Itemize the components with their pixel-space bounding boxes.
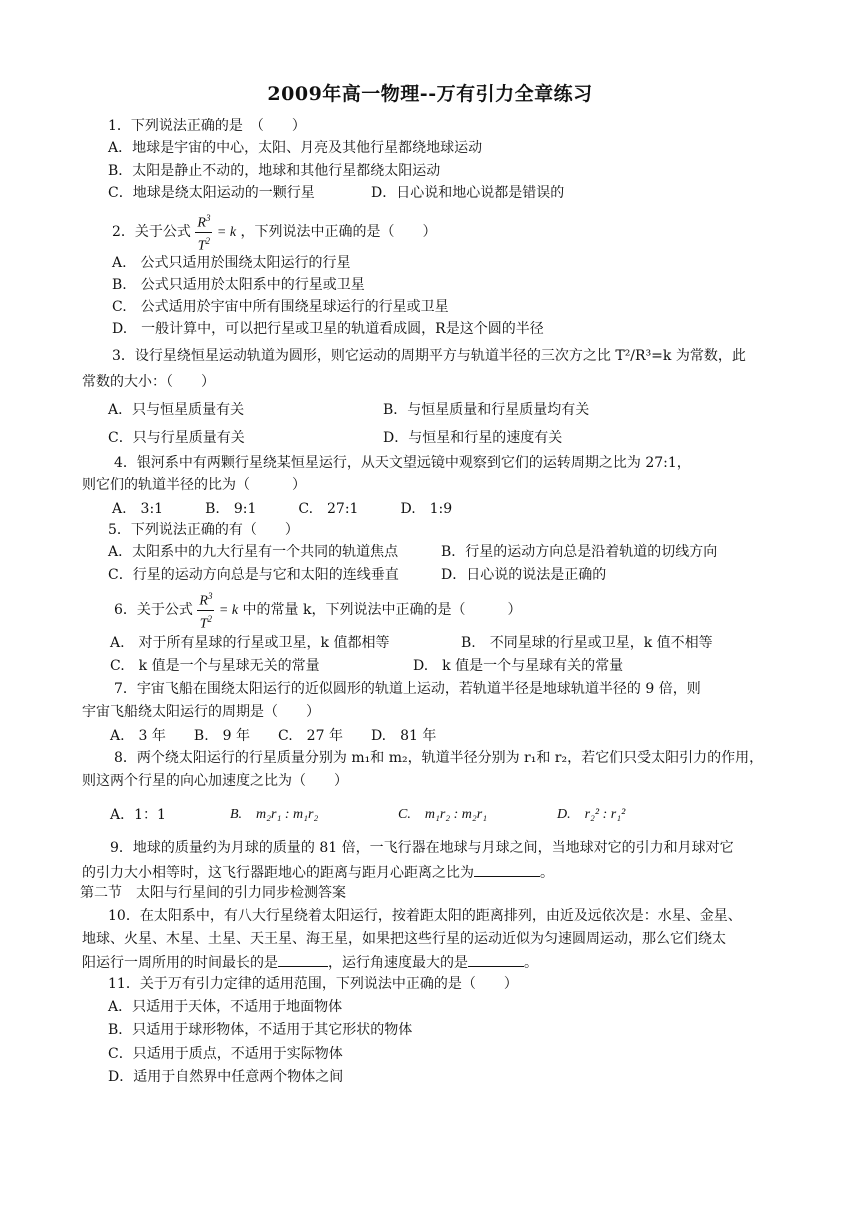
q3-option-d: D．与恒星和行星的速度有关 <box>383 430 563 446</box>
q8-stem-line1: 8．两个绕太阳运行的行星质量分别为 m₁和 m₂，轨道半径分别为 r₁和 r₂，若它们只受太阳引力的作用， <box>114 750 764 766</box>
q6-formula-fraction: $\frac{R^3}{T^2}$ <box>197 588 214 632</box>
q4-stem-line2: 则它们的轨道半径的比为（ ） <box>82 477 306 493</box>
q3-option-c: C．只与行星质量有关 <box>108 430 245 446</box>
q8-stem-line2: 则这两个行星的向心加速度之比为（ ） <box>82 773 348 789</box>
q10-stem-line3: 阳运行一周所用的时间最长的是 ，运行角速度最大的是 。 <box>82 952 538 972</box>
q11-option-b: B．只适用于球形物体，不适用于其它形状的物体 <box>108 1022 413 1038</box>
q10-stem-line1: 10．在太阳系中，有八大行星绕着太阳运行，按着距太阳的距离排列，由近及远依次是：水星、金星、 <box>108 908 742 924</box>
q6-option-c: C. k 值是一个与星球无关的常量 <box>110 658 320 674</box>
q11-stem: 11．关于万有引力定律的适用范围，下列说法中正确的是（ ） <box>108 976 518 992</box>
q3-option-b: B．与恒星质量和行星质量均有关 <box>383 402 590 418</box>
q1-option-a: A．地球是宇宙的中心，太阳、月亮及其他行星都绕地球运动 <box>108 140 483 156</box>
q11-option-d: D．适用于自然界中任意两个物体之间 <box>108 1069 344 1085</box>
q6-option-a: A. 对于所有星球的行星或卫星，k 值都相等 <box>110 635 390 651</box>
q10-stem-line2: 地球、火星、木星、土星、天王星、海王星，如果把这些行星的运动近似为匀速圆周运动，那么它们绕太 <box>82 931 726 947</box>
document-title: 2009年高一物理--万有引力全章练习 <box>267 83 593 105</box>
q7-stem-line1: 7．宇宙飞船在围绕太阳运行的近似圆形的轨道上运动，若轨道半径是地球轨道半径的 9 倍，则 <box>114 681 701 697</box>
q6-stem-pre: 6．关于公式 <box>114 602 193 619</box>
q11-option-c: C．只适用于质点，不适用于实际物体 <box>108 1046 343 1062</box>
q2-option-a: A. 公式只适用於围绕太阳运行的行星 <box>112 255 351 271</box>
q6-stem <box>114 588 521 632</box>
q1-option-b: B．太阳是静止不动的，地球和其他行星都绕太阳运动 <box>108 163 441 179</box>
q8-option-a: A．1：1 <box>110 807 166 823</box>
q4-options: A. 3:1 B. 9:1 C. 27:1 D. 1:9 <box>112 501 453 517</box>
q8-option-c: C. m₁r₂ : m₂r₁ <box>398 807 488 822</box>
q2-stem-post: ，下列说法中正确的是（ ） <box>240 224 437 241</box>
q3-stem-line2: 常数的大小：（ ） <box>82 374 215 390</box>
q6-stem-post: 中的常量 k，下列说法中正确的是（ ） <box>242 602 522 619</box>
q9-stem-line1: 9．地球的质量约为月球的质量的 81 倍，一飞行器在地球与月球之间，当地球对它的引力和月球对它 <box>110 840 734 856</box>
q7-options: A. 3 年 B. 9 年 C. 27 年 D. 81 年 <box>110 728 437 744</box>
q5-stem: 5．下列说法正确的有（ ） <box>108 522 299 538</box>
q2-option-d: D. 一般计算中，可以把行星或卫星的轨道看成圆，R是这个圆的半径 <box>112 321 544 337</box>
q8-option-b: B. m₂r₁ : m₁r₂ <box>230 807 319 822</box>
q6-formula-eq: = k <box>218 603 239 619</box>
q1-option-d: D．日心说和地心说都是错误的 <box>371 185 565 201</box>
q9-answer-blank[interactable] <box>474 862 540 877</box>
q8-option-d: D. r₂² : r₁² <box>557 807 626 822</box>
q5-option-a: A．太阳系中的九大行星有一个共同的轨道焦点 <box>108 544 399 560</box>
q10-answer-blank-2[interactable] <box>468 952 524 967</box>
q2-formula-eq: = k <box>216 225 237 241</box>
q5-option-d: D．日心说的说法是正确的 <box>441 567 607 583</box>
q10-answer-blank-1[interactable] <box>278 952 328 967</box>
q2-stem <box>112 210 437 254</box>
q7-stem-line2: 宇宙飞船绕太阳运行的周期是（ ） <box>82 704 320 720</box>
q2-option-c: C. 公式适用於宇宙中所有围绕星球运行的行星或卫星 <box>112 299 449 315</box>
section-heading: 第二节 太阳与行星间的引力同步检测答案 <box>80 885 346 901</box>
q9-stem-line2: 的引力大小相等时，这飞行器距地心的距离与距月心距离之比为 。 <box>82 862 554 882</box>
q1-option-c: C．地球是绕太阳运动的一颗行星 <box>108 185 315 201</box>
q2-option-b: B. 公式只适用於太阳系中的行星或卫星 <box>112 277 365 293</box>
q2-formula-fraction: $\frac{R^3}{T^2}$ <box>195 210 212 254</box>
q3-option-a: A．只与恒星质量有关 <box>108 402 245 418</box>
q2-stem-pre: 2．关于公式 <box>112 224 191 241</box>
q11-option-a: A．只适用于天体，不适用于地面物体 <box>108 999 343 1015</box>
q4-stem-line1: 4．银河系中有两颗行星绕某恒星运行，从天文望远镜中观察到它们的运转周期之比为 27:1， <box>114 455 691 471</box>
q6-option-d: D. k 值是一个与星球有关的常量 <box>413 658 624 674</box>
q5-option-c: C．行星的运动方向总是与它和太阳的连线垂直 <box>108 567 399 583</box>
q5-option-b: B．行星的运动方向总是沿着轨道的切线方向 <box>441 544 718 560</box>
q3-stem-line1: 3．设行星绕恒星运动轨道为圆形，则它运动的周期平方与轨道半径的三次方之比 T²/R³=k 为常数，此 <box>112 348 746 364</box>
q6-option-b: B. 不同星球的行星或卫星，k 值不相等 <box>461 635 713 651</box>
q1-stem: 1．下列说法正确的是 （ ） <box>108 118 306 134</box>
